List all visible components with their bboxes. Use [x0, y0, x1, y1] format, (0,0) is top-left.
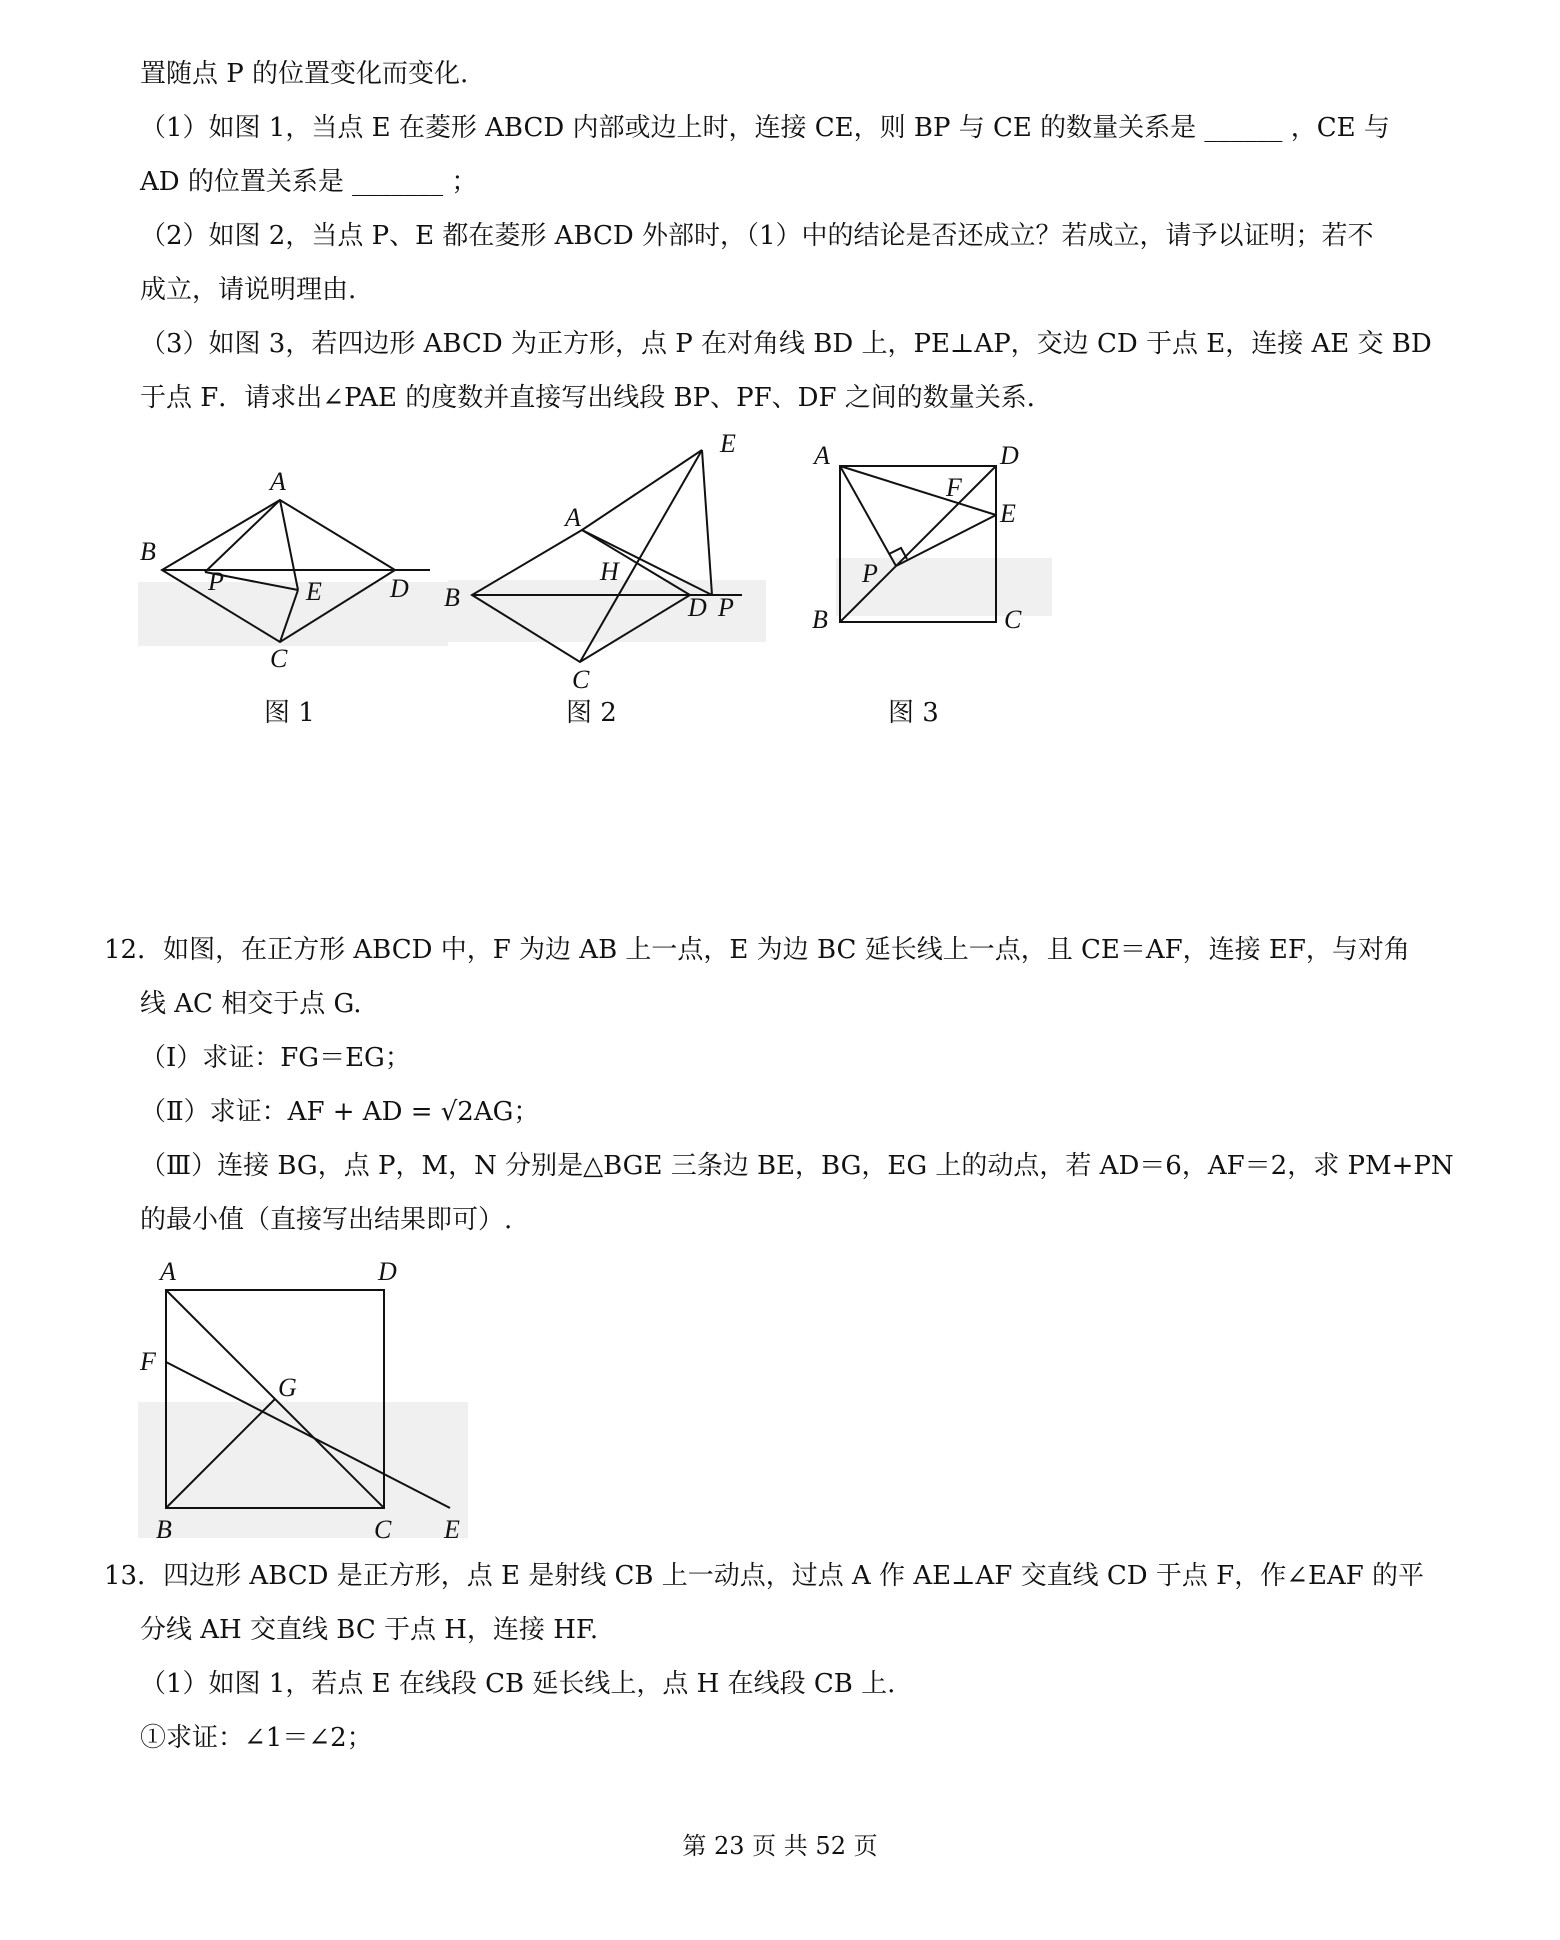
q11-part1-line1: （1）如图 1，当点 E 在菱形 ABCD 内部或边上时，连接 CE，则 BP 与 CE 的数量关系是 ______ ，CE 与	[140, 113, 1390, 143]
q12-label-E: E	[444, 1515, 460, 1544]
q12-label-C: C	[374, 1515, 392, 1544]
fig2-label-A: A	[565, 503, 581, 532]
q12-figure	[130, 1252, 470, 1552]
q12-part1: （I）求证：FG＝EG；	[140, 1043, 411, 1073]
fig1-label-B: B	[140, 537, 156, 566]
q12-label-F: F	[140, 1347, 156, 1376]
q13-stem-line2: 分线 AH 交直线 BC 于点 H，连接 HF.	[140, 1615, 599, 1645]
fig3-label-C: C	[1004, 605, 1022, 634]
q12-label-D: D	[378, 1257, 397, 1286]
fig3-label-F: F	[946, 473, 962, 502]
fig2-label-B: B	[444, 583, 460, 612]
q11-figure-2-caption: 图 2	[566, 698, 617, 728]
q11-figure-3-caption: 图 3	[888, 698, 939, 728]
q12-part3-line2: 的最小值（直接写出结果即可）.	[140, 1205, 513, 1235]
q11-figure-2	[440, 430, 770, 700]
q12-label-B: B	[156, 1515, 172, 1544]
fig2-label-C: C	[572, 665, 590, 694]
fig3-label-P: P	[862, 559, 878, 588]
q11-intro: 置随点 P 的位置变化而变化.	[140, 59, 469, 89]
q11-figure-3	[800, 440, 1060, 640]
fig2-label-E: E	[720, 430, 736, 458]
fig1-label-P: P	[208, 567, 224, 596]
q11-part3-line1: （3）如图 3，若四边形 ABCD 为正方形，点 P 在对角线 BD 上，PE⊥AP，交边 CD 于点 E，连接 AE 交 BD	[140, 329, 1432, 359]
fig3-label-D: D	[1000, 441, 1019, 470]
fig2-label-D: D	[688, 593, 707, 622]
q11-part3-line2: 于点 F．请求出∠PAE 的度数并直接写出线段 BP、PF、DF 之间的数量关系．	[140, 383, 1053, 413]
fig1-label-C: C	[270, 644, 288, 673]
q12-label-G: G	[278, 1373, 297, 1402]
fig1-label-A: A	[270, 467, 286, 496]
fig1-label-E: E	[306, 577, 322, 606]
q13-part1-item1: ①求证：∠1＝∠2；	[140, 1723, 373, 1753]
q12-stem-line1: 12．如图，在正方形 ABCD 中，F 为边 AB 上一点，E 为边 BC 延长线上一点，且 CE＝AF，连接 EF，与对角	[104, 935, 1410, 965]
fig3-label-E: E	[1000, 499, 1016, 528]
fig2-label-P: P	[718, 593, 734, 622]
fig2-label-H: H	[600, 557, 619, 586]
q13-part1: （1）如图 1，若点 E 在线段 CB 延长线上，点 H 在线段 CB 上.	[140, 1669, 896, 1699]
q11-part1-line2: AD 的位置关系是 _______ ；	[140, 167, 478, 197]
fig3-label-A: A	[814, 441, 830, 470]
q12-part2: （Ⅱ）求证：AF + AD = √2AG；	[140, 1097, 540, 1127]
q11-figure-1-caption: 图 1	[264, 698, 315, 728]
q12-stem-line2: 线 AC 相交于点 G.	[140, 989, 362, 1019]
q11-part2-line2: 成立，请说明理由.	[140, 275, 357, 305]
fig3-label-B: B	[812, 605, 828, 634]
q11-figure-1	[130, 460, 450, 700]
q13-stem-line1: 13．四边形 ABCD 是正方形，点 E 是射线 CB 上一动点，过点 A 作 AE⊥AF 交直线 CD 于点 F，作∠EAF 的平	[104, 1561, 1425, 1591]
page-footer: 第 23 页 共 52 页	[682, 1832, 878, 1860]
q12-label-A: A	[160, 1257, 176, 1286]
q12-part3-line1: （Ⅲ）连接 BG，点 P，M，N 分别是△BGE 三条边 BE，BG，EG 上的动点，若 AD＝6，AF＝2，求 PM+PN	[140, 1151, 1454, 1181]
q11-part2-line1: （2）如图 2，当点 P、E 都在菱形 ABCD 外部时，（1）中的结论是否还成立？若成立，请予以证明；若不	[140, 221, 1374, 251]
fig1-label-D: D	[390, 574, 409, 603]
